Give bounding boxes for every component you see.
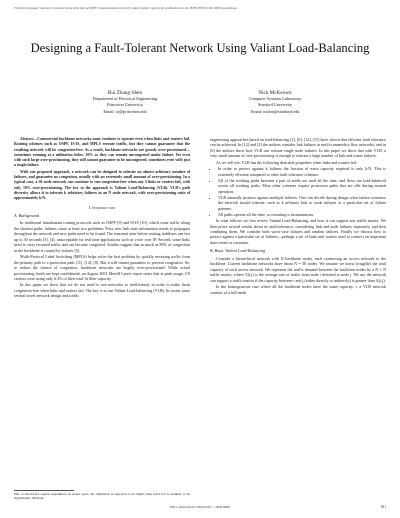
page-number: 301 [380,505,386,509]
list-item: • All paths operate all the time, so rerouting is instantaneous. [218,212,386,217]
abstract [14,137,190,202]
abstract-p1 [14,137,190,169]
author-org: Stanford University [257,102,292,108]
footnote: Due to downward capital expenditure in recent years, the utilization is expected to be higher than 6.4% but is unlikely to be significantly different. [14,492,190,501]
paper-title: Designing a Fault-Tolerant Network Using Valiant Load-Balancing [30,41,370,55]
author-name: Nick McKeown [258,90,292,96]
author-name: Rui Zhang-Shen [107,90,143,96]
author-dept: Department of Electrical Engineering [92,96,158,102]
body-paragraph: As we will see, VLB has the following desirable properties when links and routers fail: [216,159,357,165]
list-item: • VLB naturally protects against multiple failures. One can decide during design what failure scenarios the network should tolerate, such as k arbitrary link or node failures or a particular set of failure patterns. [218,195,386,211]
body-paragraph: Consider a hierarchical network with N backbone nodes, each connecting an access network to the backbone. Current backbone networks have about N = 50 nodes. We assume we know (roughly) the total capacity of each access network. We represent the traffic demand between the backbone nodes by a N × N traffic matrix, where Λ(i,j) is the average rate of traffic from node i destined to node j. We say the network can support a traffic matrix if the capacity between i and j (either directly or indirectly) is greater than Λ(i,j). [210,255,386,283]
body-paragraph: engineering approaches based on load-balancing [2], [6], [12], [15] have shown that efficient fault tolerance can be achieved. In [12] and [2] the authors consider link failures in multi-commodity flow networks; and in [6] the authors show how VLB can tolerate single node failures. In this paper we show that with VLB, a very small amount of over-provisioning is enough to tolerate a large number of link and router failures. [210,137,386,159]
abstract-p2: With our proposed approach, a network can be designed to tolerate an almost arbitrary number of failures, and guarantee no congestion, usually with an extremely small amount of over-provisioning. In a typical case, a 50 node network can continue to run congestion-free when any 5 links or routers fail, with only 10% over-provisioning. The key to the approach is Valiant Load-Balancing (VLB). VLB's path diversity allows it to tolerate k arbitrary failures in an N node network, with over-provisioning ratio of approximately k/N. [14,169,190,201]
abstract-text: —Commercial backbone networks must continue to operate even when links and routers fail. Routing schemes such as OSPF, IS-IS, and MPLS reroute traffic, but they cannot guarantee that the resulting network will be congestion-free. As a result, backbone networks are grossly over-provisioned—sometimes running at a utilization below 10% so they can remain uncongested under failure. Yet even with such large over-provisioning, they still cannot guarantee to be uncongested, sometimes even with just a single failure. [14,137,190,168]
subsection-heading-background: A. Background [14,213,39,219]
author-email: Email: rz@princeton.edu [103,108,147,114]
author-email: Email: nickm@stanford.edu [250,108,300,114]
subsection-heading-basic-vlb: B. Basic Valiant Load-Balancing [210,248,266,254]
section-heading-intro: I. Introduction [88,204,116,210]
body-paragraph: In what follows we first review Valiant Load-Balancing, and how it can support any traffic matrix. We then prove several results about its fault-tolerance, considering link and node failures separately, and then combining them. We consider both worst-case failures and random failures. Finally we discuss how to protect against a particular set of failures—perhaps a set of links and routers used to connect an important data-center or customer. [210,218,386,245]
left-column [14,137,190,300]
footnote-rule [14,490,74,491]
body-paragraph: In the homogeneous case where all the backbone nodes have the same capacity, r, a VLB network consists of a full mesh [210,284,386,295]
author-dept: Computer Systems Laboratory [248,96,302,102]
body-paragraph: In traditional intradomain routing protocols such as OSPF [9] and IS-IS [10], which route traffic along the shortest paths, failures cause at least two problems: First, new link state information needs to propagate throughout the network and new paths need to be found. The transient state before routing stabilizes can last up to 30 seconds [3], [4], unacceptable for real time applications such as voice over IP. Second, some links need to carry rerouted traffic and can become congested. Studies suggest that as much as 80% of congestion in the backbone is caused by failures [5]. [14,220,190,253]
author-2 [200,90,350,115]
body-paragraph: Multi-Protocol Label Switching (MPLS) helps solve the first problem by quickly rerouting traffic from the primary path to a protection path [11], [14], [8]. But it still cannot guarantee to prevent congestion. So, to reduce the chance of congestion, backbone networks are hugely over-provisioned. While actual provisioning levels are kept confidential, an August 2001 Merrill Lynch report states that at peak usage, US carriers were using only 6.4% of their total lit fiber capacity. [14,254,190,281]
right-column [210,137,386,296]
list-item: • All of the working paths between a pair of nodes are used all the time, and flows are load-balanced across all working paths. Most other schemes require protection paths that are idle during normal operation. [218,178,386,194]
header-notice: This full text paper was peer reviewed at the direction of IEEE Communications Society subject matter experts for publication in the IEEE INFOCOM 2008 proceedings. [14,6,238,10]
body-paragraph: In this paper we show that we do not need to run networks so inefficiently in order to make them congestion-free when links and routers fail. The key is to use Valiant Load-balancing (VLB). In recent years several novel network design and traffic [14,282,190,299]
copyright-footer: 978-1-4244-2026-1/08/$25.00 © 2008 IEEE [169,505,231,509]
author-org: Princeton University [107,102,143,108]
list-item: • In order to protect against k failures the fraction of extra capacity required is only k/N. This is extremely efficient compared to other fault tolerance schemes. [218,166,386,177]
abstract-lead: Abstract [20,137,34,141]
property-list [210,166,386,217]
author-1 [50,90,200,115]
